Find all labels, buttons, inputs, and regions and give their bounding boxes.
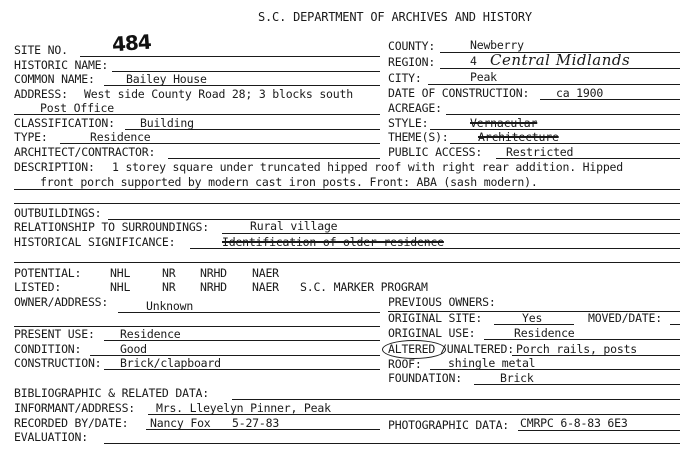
city-label: CITY: (388, 71, 422, 85)
address-line2: Post Office (40, 101, 114, 115)
roof-underline (430, 369, 680, 370)
region-label: REGION: (388, 55, 436, 69)
description-underline-1 (14, 189, 680, 190)
historical-significance-value: Identification of older residence (222, 235, 444, 249)
photographic-data-underline (518, 430, 680, 431)
outbuildings-label: OUTBUILDINGS: (14, 206, 102, 220)
common-name-label: COMMON NAME: (14, 72, 95, 86)
original-use-underline (484, 339, 680, 340)
potential-naer: NAER (252, 266, 279, 280)
listed-nrhd: NRHD (200, 280, 227, 294)
present-use-value: Residence (120, 327, 181, 341)
previous-owners-label: PREVIOUS OWNERS: (388, 295, 496, 309)
photographic-data-label: PHOTOGRAPHIC DATA: (388, 418, 510, 432)
region-number: 4 (470, 54, 477, 68)
architect-label: ARCHITECT/CONTRACTOR: (14, 145, 156, 159)
classification-label: CLASSIFICATION: (14, 116, 115, 130)
relationship-label: RELATIONSHIP TO SURROUNDINGS: (14, 220, 209, 234)
construction-underline (104, 369, 380, 370)
date-construction-label: DATE OF CONSTRUCTION: (388, 86, 530, 100)
recorded-by-name: Nancy Fox (150, 416, 211, 430)
potential-nhl: NHL (110, 266, 131, 280)
date-construction-value: ca 1900 (556, 86, 604, 100)
listed-marker-program: S.C. MARKER PROGRAM (300, 280, 428, 294)
listed-naer: NAER (252, 280, 279, 294)
bibliographic-label: BIBLIOGRAPHIC & RELATED DATA: (14, 386, 209, 400)
construction-label: CONSTRUCTION: (14, 356, 102, 370)
acreage-underline (446, 114, 680, 115)
unaltered-label: /UNALTERED: (440, 342, 514, 356)
recorded-by-label: RECORDED BY/DATE: (14, 416, 129, 430)
altered-underline (512, 355, 680, 356)
common-name-value: Bailey House (126, 72, 207, 86)
common-name-underline (104, 85, 380, 86)
informant-underline (148, 414, 680, 415)
bibliographic-underline (232, 399, 680, 400)
foundation-value: Brick (500, 371, 534, 385)
section-divider (14, 262, 680, 263)
region-underline (440, 68, 680, 69)
owner-address-underline (118, 312, 380, 313)
present-use-label: PRESENT USE: (14, 327, 95, 341)
public-access-value: Restricted (506, 145, 574, 159)
site-no-underline (80, 56, 380, 57)
evaluation-underline (104, 443, 680, 444)
address-label: ADDRESS: (14, 87, 68, 101)
condition-label: CONDITION: (14, 342, 82, 356)
listed-nhl: NHL (110, 280, 131, 294)
acreage-label: ACREAGE: (388, 101, 442, 115)
original-site-label: ORIGINAL SITE: (388, 311, 483, 325)
site-no-label: SITE NO. (14, 43, 68, 57)
region-handwritten: Central Midlands (490, 51, 631, 69)
style-value: Vernacular (470, 116, 538, 130)
owner-address-value: Unknown (146, 299, 194, 313)
classification-value: Building (140, 116, 194, 130)
historic-name-label: HISTORIC NAME: (14, 58, 109, 72)
moved-date-label: MOVED/DATE: (588, 311, 662, 325)
original-use-label: ORIGINAL USE: (388, 326, 476, 340)
classification-underline (125, 129, 380, 130)
altered-value: Porch rails, posts (516, 342, 638, 356)
recorded-by-date: 5-27-83 (232, 416, 280, 430)
address-underline (14, 114, 380, 115)
architect-underline (168, 158, 380, 159)
style-label: STYLE: (388, 116, 429, 130)
date-construction-underline (540, 99, 680, 100)
construction-value: Brick/clapboard (120, 356, 221, 370)
public-access-underline (496, 158, 680, 159)
roof-label: ROOF: (388, 357, 422, 371)
description-underline-2 (14, 203, 680, 204)
foundation-underline (474, 384, 680, 385)
informant-value: Mrs. Lleyelyn Pinner, Peak (156, 401, 331, 415)
city-underline (428, 84, 680, 85)
description-label: DESCRIPTION: (14, 160, 95, 174)
public-access-label: PUBLIC ACCESS: (388, 145, 483, 159)
themes-label: THEME(S): (388, 130, 449, 144)
moved-date-underline (670, 324, 680, 325)
present-use-underline (104, 340, 380, 341)
listed-nr: NR (162, 280, 176, 294)
site-no-value: 484 (111, 29, 152, 57)
type-label: TYPE: (14, 130, 48, 144)
condition-value: Good (120, 342, 147, 356)
altered-label: ALTERED (388, 342, 436, 356)
photographic-data-value: CMRPC 6-8-83 6E3 (520, 416, 628, 430)
original-use-value: Residence (514, 326, 575, 340)
description-line1: 1 storey square under truncated hipped roof with right rear addition. Hipped (112, 160, 623, 174)
description-line2: front porch supported by modern cast iron posts. Front: ABA (sash modern). (40, 175, 538, 189)
historical-significance-underline (190, 248, 680, 249)
potential-nr: NR (162, 266, 176, 280)
historical-significance-label: HISTORICAL SIGNIFICANCE: (14, 235, 176, 249)
city-value: Peak (470, 70, 497, 84)
themes-underline (450, 143, 680, 144)
potential-label: POTENTIAL: (14, 266, 82, 280)
listed-label: LISTED: (14, 280, 62, 294)
county-value: Newberry (470, 38, 524, 52)
address-line1: West side County Road 28; 3 blocks south (84, 87, 353, 101)
type-underline (60, 143, 380, 144)
informant-label: INFORMANT/ADDRESS: (14, 401, 136, 415)
original-site-value: Yes (522, 311, 543, 325)
relationship-underline (222, 233, 680, 234)
evaluation-label: EVALUATION: (14, 430, 88, 444)
foundation-label: FOUNDATION: (388, 371, 462, 385)
relationship-value: Rural village (250, 219, 338, 233)
potential-nrhd: NRHD (200, 266, 227, 280)
county-label: COUNTY: (388, 39, 436, 53)
original-site-underline (494, 324, 574, 325)
form-title: S.C. DEPARTMENT OF ARCHIVES AND HISTORY (258, 10, 532, 24)
themes-value: Architecture (478, 130, 559, 144)
owner-address-label: OWNER/ADDRESS: (14, 295, 109, 309)
type-value: Residence (90, 130, 151, 144)
roof-value: shingle metal (448, 356, 536, 370)
recorded-by-underline (146, 429, 380, 430)
